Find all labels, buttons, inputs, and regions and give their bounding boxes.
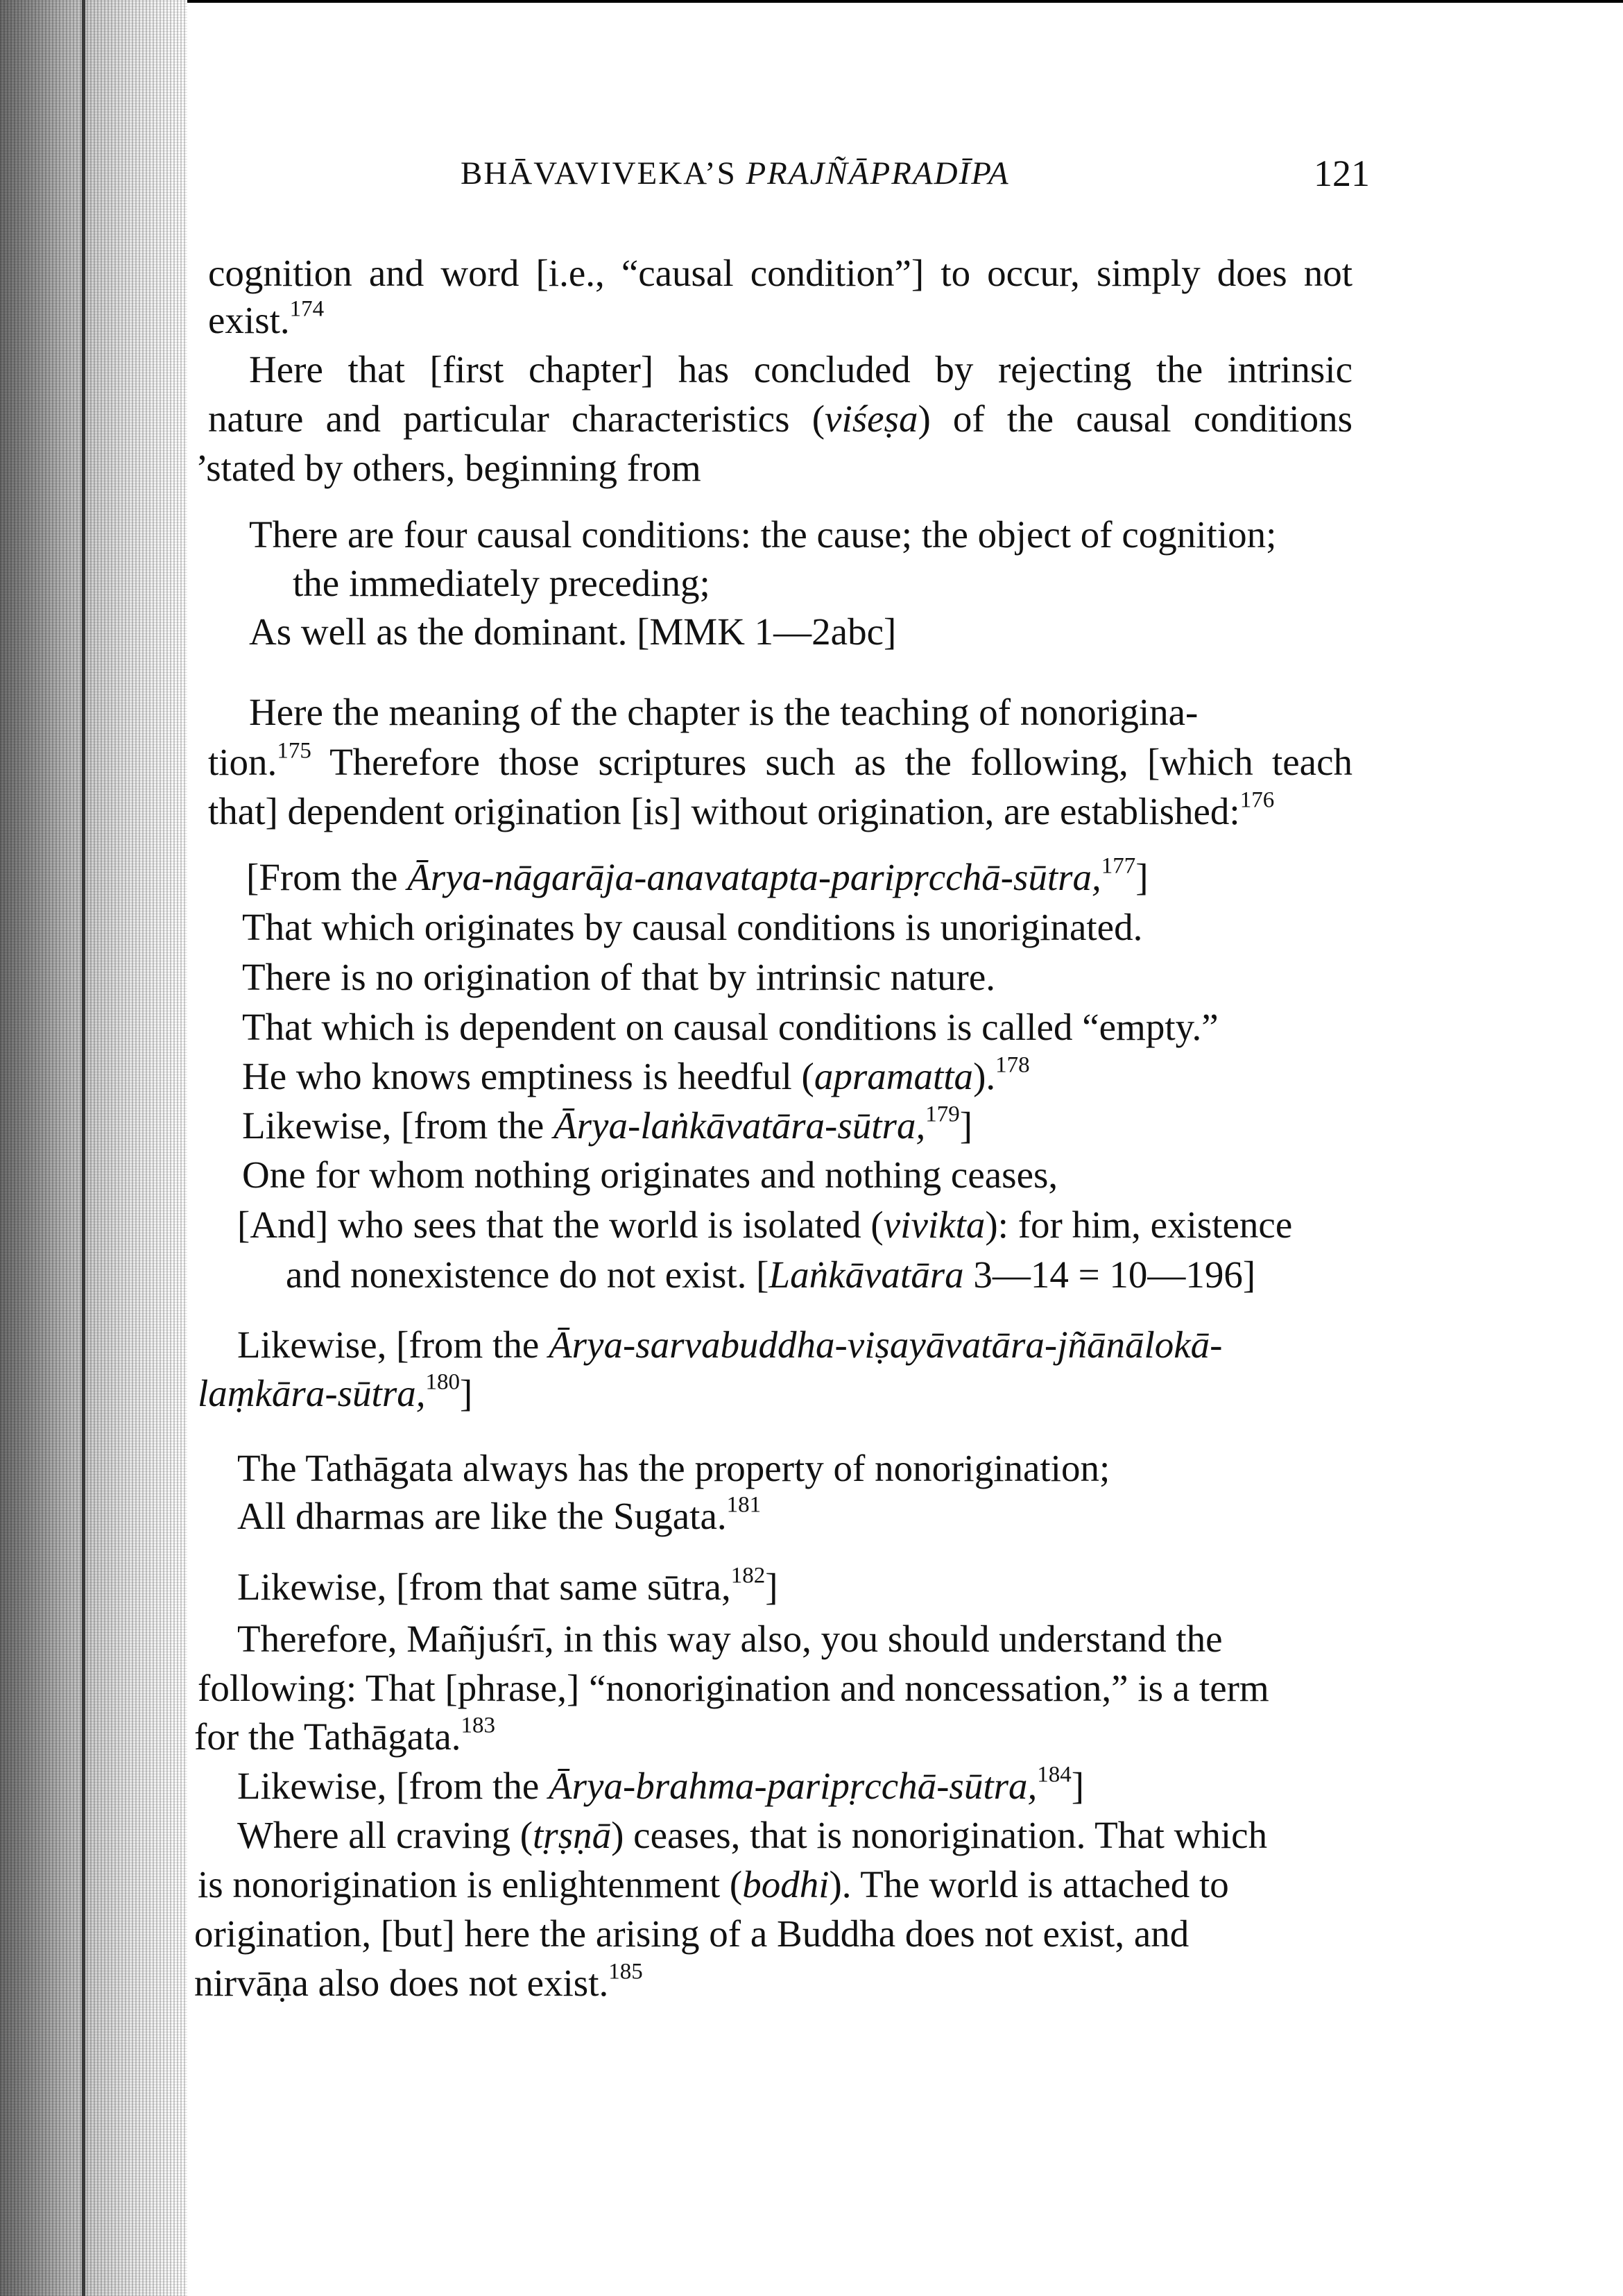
text-run: and nonexistence do not exist. [ — [286, 1253, 769, 1296]
text-run: One for whom nothing originates and nothing ceases, — [242, 1154, 1058, 1196]
text-run: He who knows emptiness is heedful ( — [242, 1055, 814, 1097]
scanned-book-gutter — [0, 0, 187, 2296]
italic-term: laṃkāra-sūtra, — [198, 1372, 426, 1414]
text-run: ): for him, existence — [985, 1203, 1293, 1246]
text-line — [237, 1492, 762, 1537]
text-line — [293, 563, 710, 604]
text-line — [242, 907, 1142, 948]
text-line — [198, 1668, 1269, 1709]
footnote-ref: 175 — [277, 738, 311, 764]
footnote-ref: 180 — [425, 1369, 460, 1395]
text-run: Likewise, [from the — [242, 1104, 554, 1147]
text-run: ). — [973, 1055, 996, 1097]
footnote-ref: 181 — [726, 1492, 762, 1518]
italic-term: apramatta — [814, 1055, 974, 1097]
text-run: [From the — [246, 856, 408, 898]
text-line — [198, 1369, 473, 1414]
footnote-ref: 182 — [730, 1563, 766, 1588]
text-line — [208, 787, 1275, 832]
text-line — [208, 296, 325, 341]
text-line — [246, 853, 1149, 898]
italic-term: Ārya-nāgarāja-anavatapta-paripṛcchā-sūtra, — [407, 856, 1101, 898]
text-run: ) ceases, that is nonorigination. That which — [611, 1814, 1268, 1856]
scan-top-border — [0, 0, 1623, 3]
text-run: All dharmas are like the Sugata. — [237, 1495, 727, 1537]
text-run: for the Tathāgata. — [194, 1715, 461, 1758]
text-run: Here the meaning of the chapter is the teaching of nonorigina- — [249, 691, 1199, 733]
text-run: tion. — [208, 741, 277, 783]
text-line — [198, 1864, 1229, 1905]
text-run: nirvāṇa also does not exist. — [194, 1962, 609, 2004]
italic-term: bodhi — [742, 1863, 830, 1905]
footnote-ref: 185 — [608, 1959, 643, 1985]
text-run: ] — [959, 1104, 973, 1147]
text-run: That which is dependent on causal conditions is called “empty.” — [242, 1006, 1219, 1048]
text-line — [237, 1563, 778, 1608]
text-line — [194, 1713, 496, 1758]
text-line — [242, 1154, 1058, 1196]
italic-term: Ārya-laṅkāvatāra-sūtra, — [553, 1104, 926, 1147]
text-run: 3—14 = 10—196] — [963, 1253, 1256, 1296]
text-run: The Tathāgata always has the property of nonorigination; — [237, 1447, 1110, 1489]
footnote-ref: 184 — [1037, 1762, 1072, 1788]
text-run: following: That [phrase,] “nonorigination and noncessation,” is a term — [198, 1667, 1269, 1709]
text-line — [242, 1052, 1030, 1097]
running-header — [461, 154, 1010, 193]
text-run: Therefore, Mañjuśrī, in this way also, you should understand the — [237, 1618, 1223, 1660]
text-line — [208, 252, 1352, 294]
text-line — [242, 1102, 973, 1147]
text-line — [237, 1618, 1223, 1660]
text-run: As well as the dominant. [MMK 1—2abc] — [249, 610, 897, 653]
text-line — [249, 611, 896, 653]
footnote-ref: 176 — [1239, 787, 1275, 813]
text-run: Likewise, [from that same sūtra, — [237, 1566, 731, 1608]
text-run: cognition and word [i.e., “causal condition”] to occur, simply does not — [208, 252, 1352, 294]
text-line — [208, 398, 1352, 440]
footnote-ref: 174 — [289, 296, 325, 322]
text-line — [208, 738, 1352, 783]
text-line — [286, 1254, 1255, 1296]
text-run: There is no origination of that by intrinsic nature. — [242, 956, 995, 998]
footnote-ref: 178 — [995, 1052, 1030, 1078]
text-run: that] dependent origination [is] without origination, are established: — [208, 790, 1240, 832]
text-run: [And] who sees that the world is isolated ( — [237, 1203, 884, 1246]
italic-term: Ārya-sarvabuddha-viṣayāvatāra-jñānālokā- — [549, 1323, 1223, 1366]
text-run: the immediately preceding; — [293, 562, 710, 604]
text-run: ’stated by others, beginning from — [196, 447, 701, 489]
text-run: ] — [1071, 1765, 1085, 1807]
text-line — [237, 1448, 1110, 1489]
italic-term: Laṅkāvatāra — [768, 1253, 964, 1296]
text-run: is nonorigination is enlightenment ( — [198, 1863, 743, 1905]
text-run: origination, [but] here the arising of a Buddha does not exist, and — [194, 1912, 1190, 1955]
italic-term: tṛṣṇā — [533, 1814, 612, 1856]
text-line — [242, 1006, 1219, 1048]
text-run: There are four causal conditions: the cause; the object of cognition; — [249, 513, 1277, 556]
text-run: That which originates by causal conditions is unoriginated. — [242, 906, 1143, 948]
text-run: Where all craving ( — [237, 1814, 533, 1856]
running-title: BHĀVAVIVEKA’S — [461, 155, 746, 191]
text-line — [249, 692, 1198, 733]
text-run: exist. — [208, 299, 290, 341]
italic-term: Ārya-brahma-paripṛcchā-sūtra, — [549, 1765, 1038, 1807]
text-line — [237, 1204, 1292, 1246]
text-run: Here that [first chapter] has concluded by rejecting the intrinsic — [249, 348, 1352, 391]
gutter-line — [82, 0, 85, 2296]
text-run: ] — [459, 1372, 473, 1414]
text-line — [196, 447, 701, 489]
text-line — [242, 957, 995, 998]
text-line — [194, 1913, 1189, 1955]
running-title-italic: PRAJÑĀPRADĪPA — [746, 155, 1010, 191]
text-run: ] — [765, 1566, 778, 1608]
text-run: Therefore those scriptures such as the following, [which teach — [311, 741, 1352, 783]
footnote-ref: 179 — [925, 1102, 960, 1127]
text-line — [194, 1959, 643, 2004]
text-line — [237, 1762, 1085, 1807]
text-line — [249, 349, 1352, 391]
text-run: ) of the causal conditions — [918, 397, 1352, 440]
text-line — [237, 1324, 1223, 1366]
page-number: 121 — [1314, 153, 1370, 194]
italic-term: viśeṣa — [825, 397, 918, 440]
text-run: Likewise, [from the — [237, 1323, 549, 1366]
footnote-ref: 177 — [1101, 853, 1136, 879]
text-run: ). The world is attached to — [829, 1863, 1229, 1905]
text-line — [249, 514, 1276, 556]
text-run: Likewise, [from the — [237, 1765, 549, 1807]
text-line — [237, 1815, 1267, 1856]
text-run: ] — [1135, 856, 1149, 898]
italic-term: vivikta — [883, 1203, 986, 1246]
text-run: nature and particular characteristics ( — [208, 397, 825, 440]
footnote-ref: 183 — [461, 1713, 496, 1738]
